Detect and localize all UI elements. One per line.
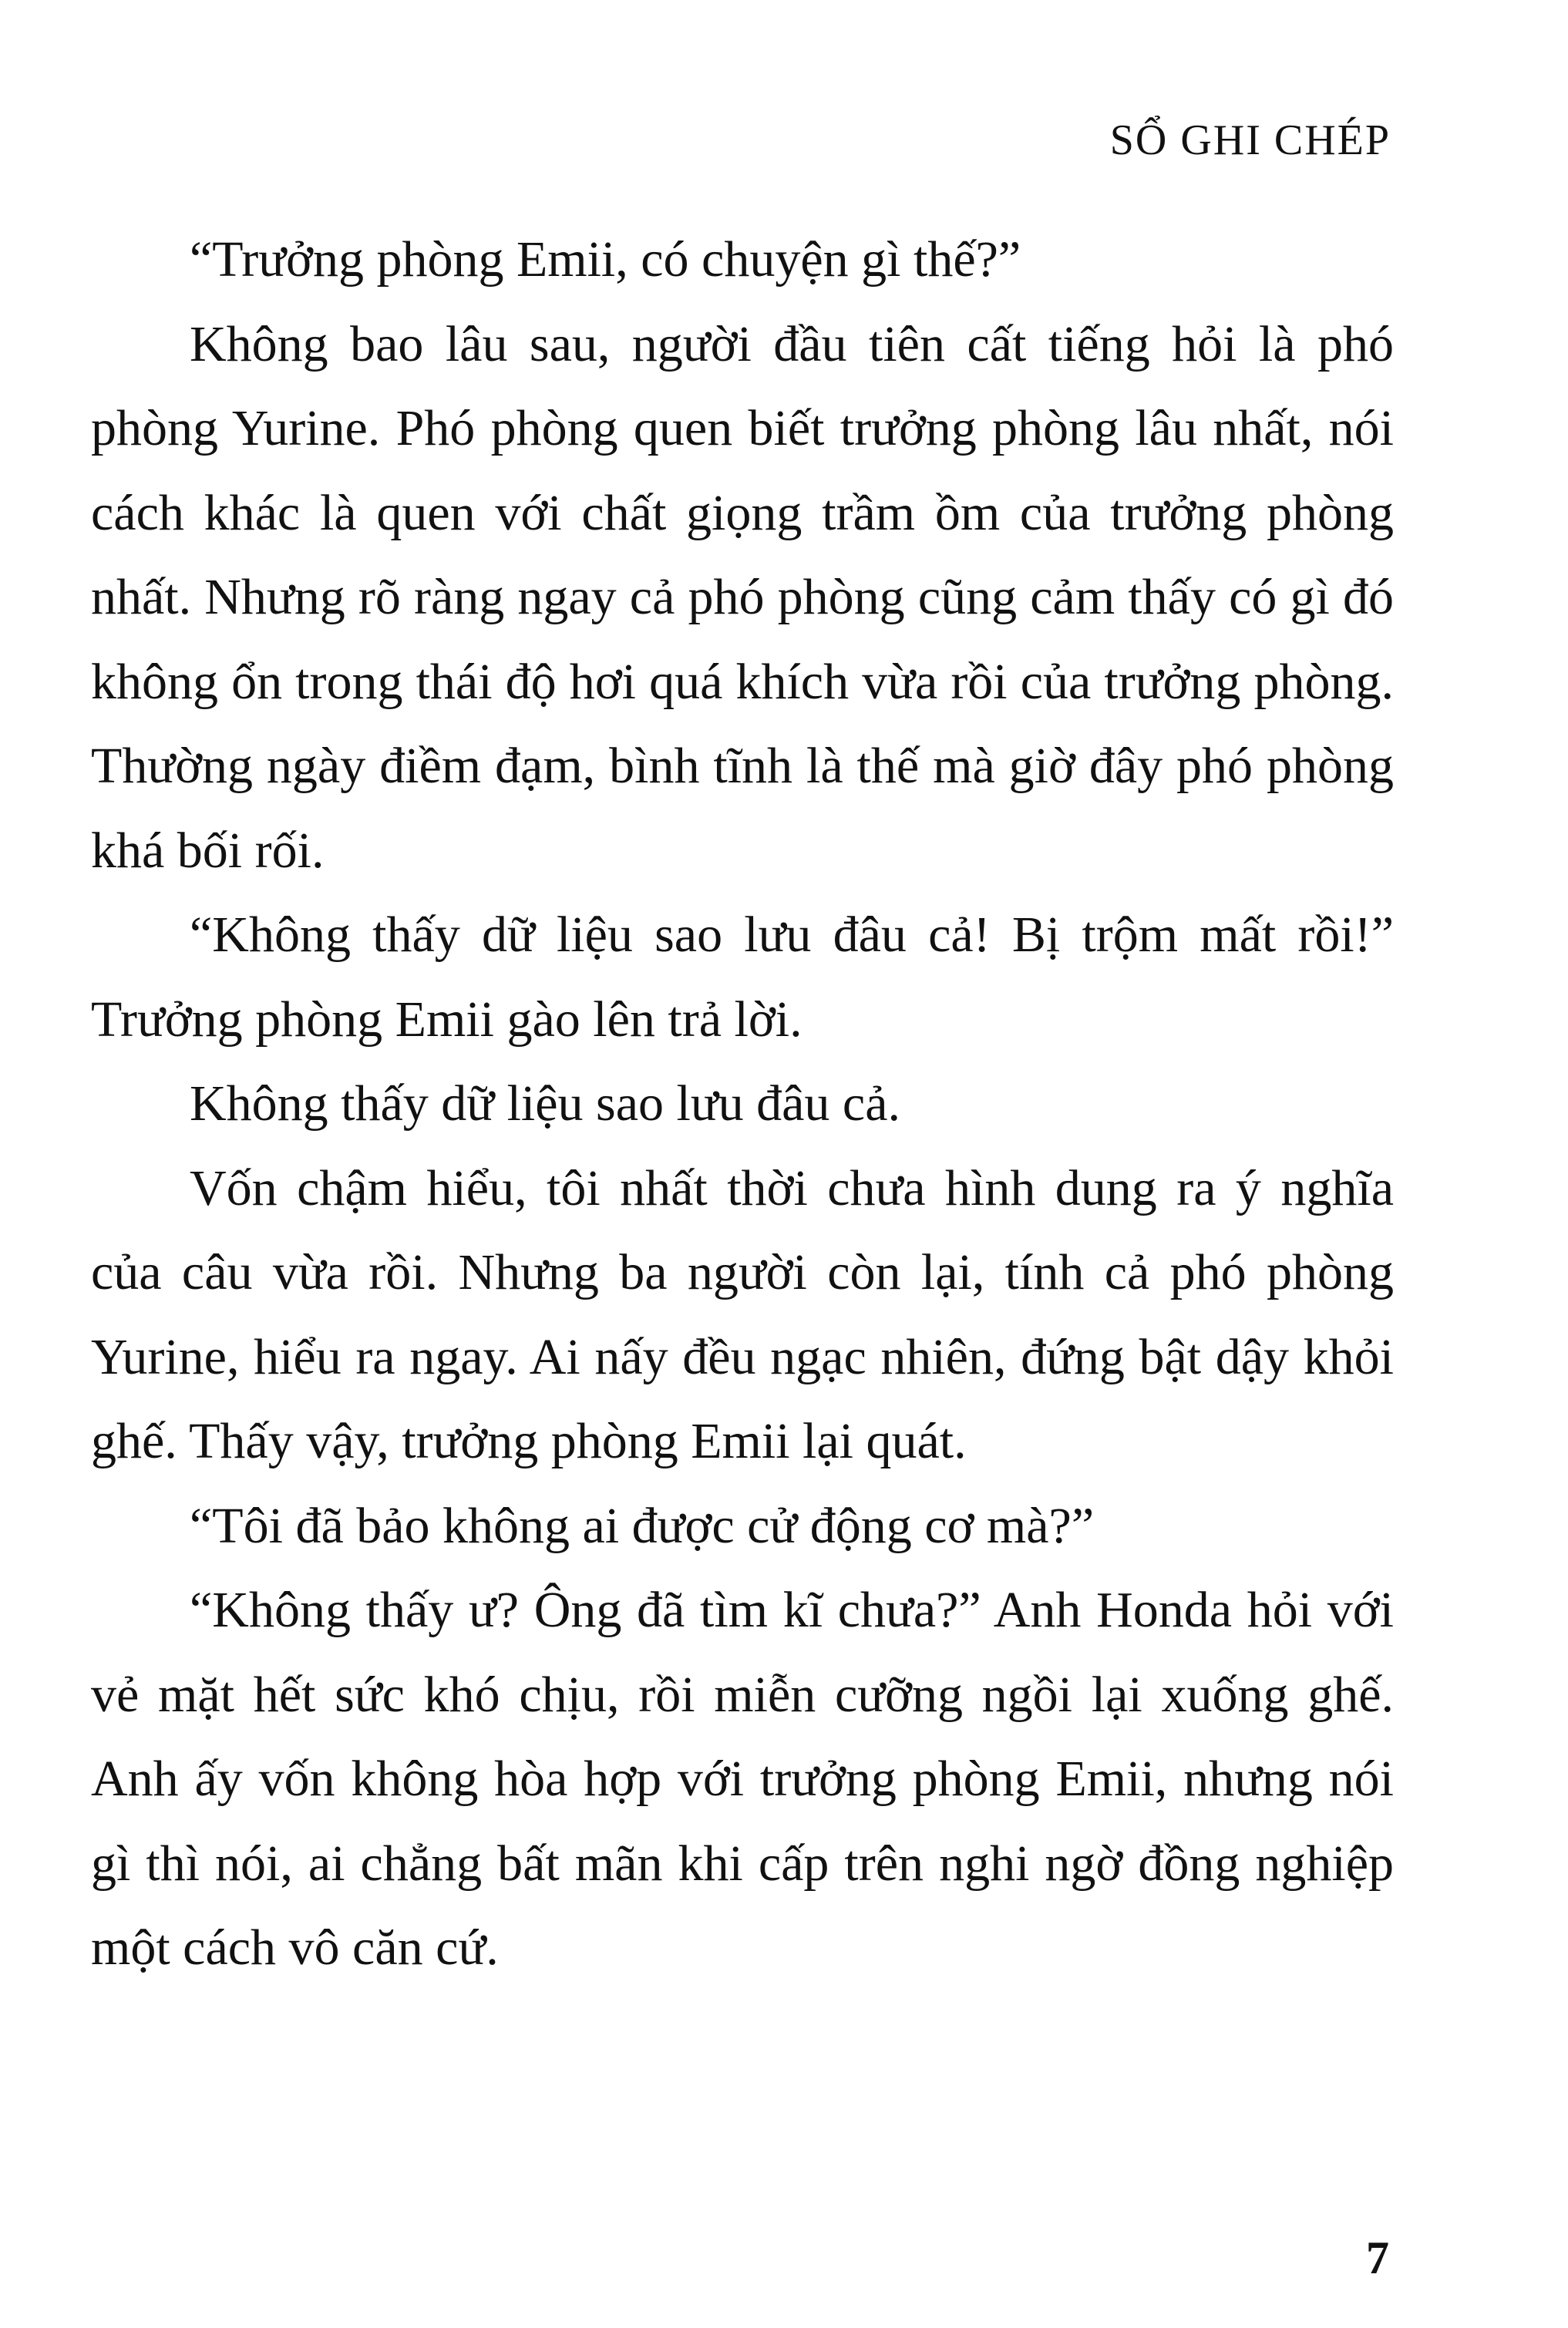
paragraph: “Trưởng phòng Emii, có chuyện gì thế?”: [190, 231, 1021, 288]
running-header-title: SỔ GHI CHÉP: [1109, 116, 1391, 164]
paragraph: Không thấy dữ liệu sao lưu đâu cả.: [190, 1075, 901, 1132]
paragraph: Vốn chậm hiểu, tôi nhất thời chưa hình dung ra ý nghĩa của câu vừa rồi. Nhưng ba người còn lại, tính cả phó phòng Yurine, hiểu ra ngay. Ai nấy đều ngạc nhiên, đứng bật dậy khỏi ghế. Thấy vậy, trưởng phòng Emii lại quát.: [91, 1159, 1394, 1469]
paragraph: “Tôi đã bảo không ai được cử động cơ mà?”: [190, 1497, 1095, 1554]
paragraph: “Không thấy ư? Ông đã tìm kĩ chưa?” Anh Honda hỏi với vẻ mặt hết sức khó chịu, rồi miễn cưỡng ngồi lại xuống ghế. Anh ấy vốn không hòa hợp với trưởng phòng Emii, nhưng nói gì thì nói, ai chẳng bất mãn khi cấp trên nghi ngờ đồng nghiệp một cách vô căn cứ.: [91, 1582, 1394, 1976]
paragraph: Không bao lâu sau, người đầu tiên cất tiếng hỏi là phó phòng Yurine. Phó phòng quen biết trưởng phòng lâu nhất, nói cách khác là quen với chất giọng trầm ồm của trưởng phòng nhất. Nhưng rõ ràng ngay cả phó phòng cũng cảm thấy có gì đó không ổn trong thái độ hơi quá khích vừa rồi của trưởng phòng. Thường ngày điềm đạm, bình tĩnh là thế mà giờ đây phó phòng khá bối rối.: [91, 315, 1394, 879]
page-number: 7: [1366, 2232, 1389, 2283]
page-body: [91, 217, 1394, 1990]
paragraph: “Không thấy dữ liệu sao lưu đâu cả! Bị trộm mất rồi!” Trưởng phòng Emii gào lên trả lời.: [91, 907, 1394, 1048]
